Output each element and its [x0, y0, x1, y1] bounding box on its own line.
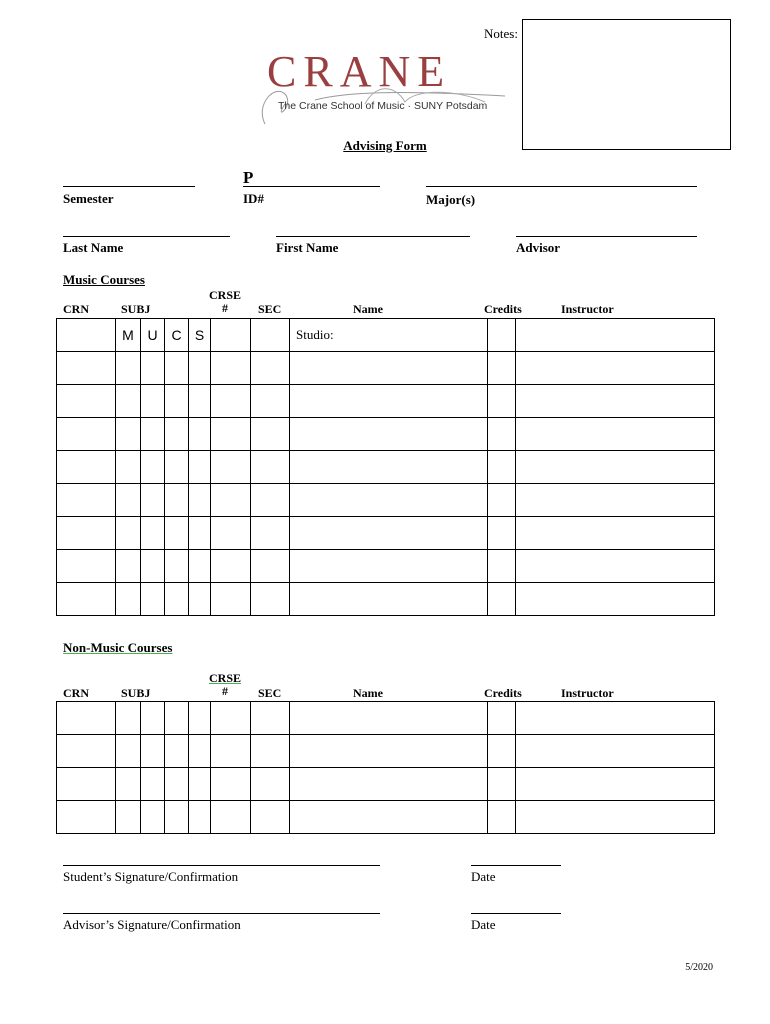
student-date-field[interactable]: [471, 865, 561, 866]
nonmusic-col-crse-num: #: [222, 684, 228, 698]
advisor-date-label: Date: [471, 917, 496, 932]
advisor-signature-label: Advisor’s Signature/Confirmation: [63, 917, 241, 932]
logo-subtitle: The Crane School of Music · SUNY Potsdam: [278, 100, 488, 112]
crn-cell[interactable]: [57, 319, 116, 352]
advisor-signature-field[interactable]: [63, 913, 380, 914]
notes-label: Notes:: [484, 26, 518, 41]
advisor-label: Advisor: [516, 240, 561, 255]
music-col-credits: Credits: [484, 302, 522, 316]
nonmusic-col-instructor: Instructor: [561, 686, 614, 700]
sec-cell[interactable]: [251, 319, 290, 352]
table-row[interactable]: [57, 768, 715, 801]
crse-cell[interactable]: [211, 319, 251, 352]
logo-wordmark: CRANE: [267, 47, 452, 96]
table-row[interactable]: [57, 352, 715, 385]
majors-label: Major(s): [426, 192, 476, 207]
form-version: 5/2020: [685, 962, 713, 973]
studio-cell[interactable]: Studio:: [290, 319, 488, 352]
advisor-field[interactable]: [516, 236, 697, 237]
music-col-crn: CRN: [63, 302, 89, 316]
advisor-date-field[interactable]: [471, 913, 561, 914]
id-field[interactable]: [243, 186, 380, 187]
nonmusic-col-crse: [205, 672, 245, 698]
table-row[interactable]: [57, 418, 715, 451]
table-row[interactable]: [57, 801, 715, 834]
table-row[interactable]: [57, 702, 715, 735]
table-row[interactable]: [57, 550, 715, 583]
subj-letter-cell: C: [165, 319, 189, 352]
non-music-courses-heading: Non-Music Courses: [63, 640, 173, 655]
student-date-label: Date: [471, 869, 496, 884]
first-name-label: First Name: [276, 240, 339, 255]
semester-field[interactable]: [63, 186, 195, 187]
student-signature-label: Student’s Signature/Confirmation: [63, 869, 239, 884]
music-col-name: Name: [353, 302, 383, 316]
first-name-field[interactable]: [276, 236, 470, 237]
nonmusic-col-subj: SUBJ: [121, 686, 151, 700]
instructor-cell[interactable]: [516, 319, 715, 352]
id-prefix: P: [243, 168, 254, 187]
notes-box[interactable]: [522, 19, 731, 150]
music-col-sec: SEC: [258, 302, 282, 316]
table-row[interactable]: [57, 517, 715, 550]
subj-letter-cell: U: [141, 319, 165, 352]
music-col-crse: [205, 289, 245, 315]
music-col-crse-num: #: [222, 301, 228, 315]
music-col-subj: SUBJ: [121, 302, 151, 316]
id-label: ID#: [243, 191, 264, 206]
music-col-crse-label: CRSE: [208, 288, 241, 302]
nonmusic-col-sec: SEC: [258, 686, 282, 700]
music-col-instructor: Instructor: [561, 302, 614, 316]
music-courses-table: [56, 318, 715, 616]
table-row[interactable]: [57, 484, 715, 517]
majors-field[interactable]: [426, 186, 697, 187]
non-music-courses-table: [56, 701, 715, 834]
subj-letter-cell: M: [116, 319, 141, 352]
table-row[interactable]: [57, 385, 715, 418]
last-name-label: Last Name: [63, 240, 124, 255]
form-title: Advising Form: [343, 138, 427, 153]
nonmusic-col-credits: Credits: [484, 686, 522, 700]
table-row: [57, 319, 715, 352]
music-courses-heading: Music Courses: [63, 272, 145, 287]
subj-letter-cell: S: [189, 319, 211, 352]
student-signature-field[interactable]: [63, 865, 380, 866]
semester-label: Semester: [63, 191, 114, 206]
credits-cell[interactable]: [488, 319, 516, 352]
table-row[interactable]: [57, 735, 715, 768]
nonmusic-col-crn: CRN: [63, 686, 89, 700]
table-row[interactable]: [57, 583, 715, 616]
last-name-field[interactable]: [63, 236, 230, 237]
nonmusic-col-crse-label: CRSE: [208, 671, 241, 685]
nonmusic-col-name: Name: [353, 686, 383, 700]
table-row[interactable]: [57, 451, 715, 484]
